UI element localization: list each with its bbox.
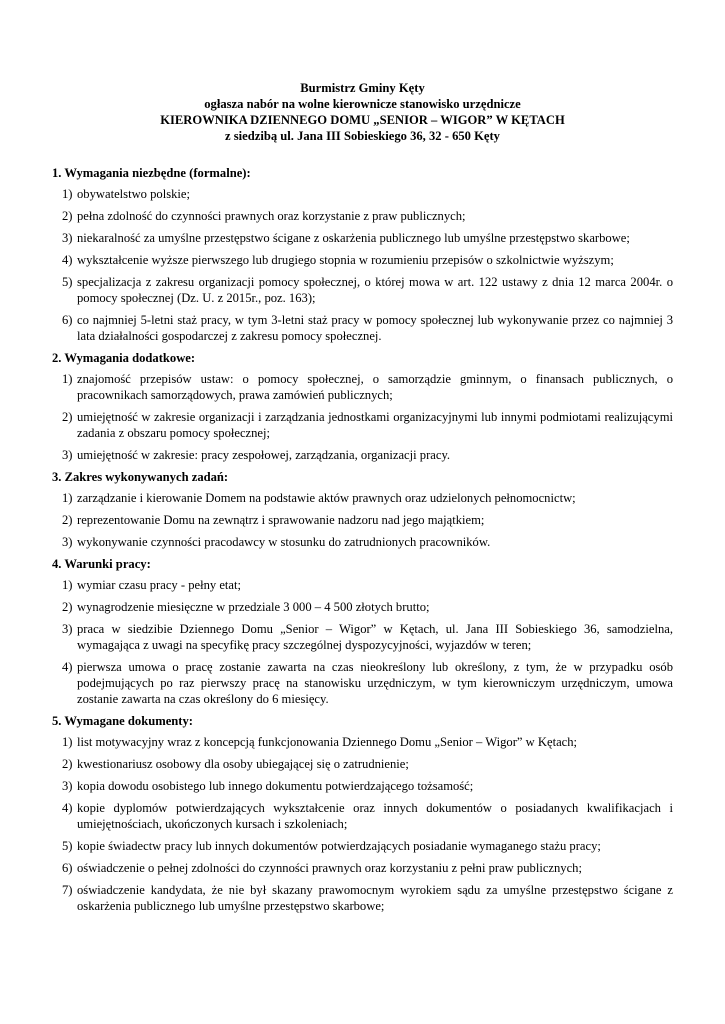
list-item-number: 3) [62,622,73,636]
list-item-text: umiejętność w zakresie: pracy zespołowej, zarządzania, organizacji pracy. [77,448,451,462]
header-address: z siedzibą ul. Jana III Sobieskiego 36, 32 - 650 Kęty [225,129,500,143]
list-item [62,621,673,653]
list-item [62,577,673,593]
list-item-text: kopie świadectw pracy lub innych dokumentów potwierdzających posiadanie wymaganego stażu pracy; [77,839,601,853]
list-item-text: pierwsza umowa o pracę zostanie zawarta na czas nieokreślony lub określony, z tym, że w przypadku osób podejmujących po raz pierwszy pracę na stanowisku urzędniczym, w tym kierowniczym urzędniczym, umowa zostanie zawarta na czas określony do 6 miesięcy. [77,660,673,706]
section-4 [52,556,673,707]
list-item [62,230,673,246]
list-item [62,659,673,707]
list-item [62,800,673,832]
list-item-number: 2) [62,513,73,527]
list-item [62,274,673,306]
list-item-text: wynagrodzenie miesięczne w przedziale 3 000 – 4 500 złotych brutto; [77,600,430,614]
section-5 [52,713,673,914]
list-item-number: 4) [62,660,73,674]
section-title: 3. Zakres wykonywanych zadań: [52,470,229,484]
list-item [62,252,673,268]
section-1 [52,165,673,344]
list-item-text: specjalizacja z zakresu organizacji pomocy społecznej, o której mowa w art. 122 ustawy z dnia 12 marca 2004r. o pomocy społecznej (Dz. U. z 2015r., poz. 163); [77,275,673,305]
list-item [62,778,673,794]
section-title: 2. Wymagania dodatkowe: [52,351,196,365]
document-header [52,80,673,144]
section-3 [52,469,673,550]
list-item-text: list motywacyjny wraz z koncepcją funkcjonowania Dziennego Domu „Senior – Wigor” w Kętach; [77,735,578,749]
list-item-text: kopie dyplomów potwierdzających wykształcenie oraz innych dokumentów o posiadanych kwalifikacjach i umiejętnościach, ukończonych kursach i szkoleniach; [77,801,673,831]
list-item-number: 3) [62,231,73,245]
list-item-number: 5) [62,839,73,853]
list-item-text: praca w siedzibie Dziennego Domu „Senior – Wigor” w Kętach, ul. Jana III Sobieskiego 36, samodzielna, wymagająca z uwagi na specyfikę pracy szczególnej dyspozycyjności, wyjazdów w teren; [77,622,673,652]
section-title: 5. Wymagane dokumenty: [52,714,193,728]
list-item-number: 1) [62,735,73,749]
list-item [62,534,673,550]
list-item-number: 1) [62,578,73,592]
list-item-text: wykonywanie czynności pracodawcy w stosunku do zatrudnionych pracowników. [77,535,491,549]
list-item-text: znajomość przepisów ustaw: o pomocy społecznej, o samorządzie gminnym, o finansach publicznych, o pracownikach samorządowych, prawa zamówień publicznych; [77,372,673,402]
list-item-number: 4) [62,801,73,815]
list-item-text: co najmniej 5-letni staż pracy, w tym 3-letni staż pracy w pomocy społecznej lub wykonywanie przez co najmniej 3 lata działalności gospodarczej z zakresu pomocy społecznej. [77,313,673,343]
list-item-text: wymiar czasu pracy - pełny etat; [77,578,241,592]
header-position: KIEROWNIKA DZIENNEGO DOMU „SENIOR – WIGOR” W KĘTACH [160,113,565,127]
list-item-number: 1) [62,491,73,505]
list-item [62,860,673,876]
list-item-number: 2) [62,410,73,424]
list-item [62,409,673,441]
list-item [62,186,673,202]
list-item [62,447,673,463]
list-item-number: 3) [62,779,73,793]
list-item-number: 7) [62,883,73,897]
list-item-number: 2) [62,600,73,614]
list-item-number: 2) [62,209,73,223]
list-item-text: obywatelstwo polskie; [77,187,190,201]
sections-container [52,165,673,914]
list-item [62,734,673,750]
list-item [62,371,673,403]
list-item-number: 1) [62,187,73,201]
list-item-number: 3) [62,535,73,549]
list-item [62,599,673,615]
list-item [62,838,673,854]
list-item-number: 6) [62,313,73,327]
section-2 [52,350,673,463]
list-item-number: 6) [62,861,73,875]
list-item-text: oświadczenie kandydata, że nie był skazany prawomocnym wyrokiem sądu za umyślne przestępstwo ścigane z oskarżenia publicznego lub umyślne przestępstwo skarbowe; [77,883,673,913]
list-item-number: 5) [62,275,73,289]
list-item [62,312,673,344]
list-item-number: 4) [62,253,73,267]
section-title: 1. Wymagania niezbędne (formalne): [52,166,251,180]
list-item [62,756,673,772]
list-item-text: pełna zdolność do czynności prawnych oraz korzystanie z praw publicznych; [77,209,466,223]
document-page [52,80,673,920]
list-item-text: oświadczenie o pełnej zdolności do czynności prawnych oraz korzystaniu z pełni praw publicznych; [77,861,582,875]
section-title: 4. Warunki pracy: [52,557,151,571]
list-item-text: niekaralność za umyślne przestępstwo ścigane z oskarżenia publicznego lub umyślne przestępstwo skarbowe; [77,231,630,245]
list-item [62,512,673,528]
list-item [62,490,673,506]
list-item [62,882,673,914]
header-issuer: Burmistrz Gminy Kęty [300,81,425,95]
list-item-number: 3) [62,448,73,462]
list-item-text: umiejętność w zakresie organizacji i zarządzania jednostkami organizacyjnymi lub innymi podmiotami realizującymi zadania z obszaru pomocy społecznej; [77,410,673,440]
list-item-text: zarządzanie i kierowanie Domem na podstawie aktów prawnych oraz udzielonych pełnomocnictw; [77,491,576,505]
list-item-number: 1) [62,372,73,386]
list-item [62,208,673,224]
list-item-text: wykształcenie wyższe pierwszego lub drugiego stopnia w rozumieniu przepisów o szkolnictwie wyższym; [77,253,614,267]
list-item-number: 2) [62,757,73,771]
list-item-text: reprezentowanie Domu na zewnątrz i sprawowanie nadzoru nad jego majątkiem; [77,513,485,527]
list-item-text: kwestionariusz osobowy dla osoby ubiegającej się o zatrudnienie; [77,757,409,771]
list-item-text: kopia dowodu osobistego lub innego dokumentu potwierdzającego tożsamość; [77,779,474,793]
header-announcement: ogłasza nabór na wolne kierownicze stanowisko urzędnicze [204,97,521,111]
